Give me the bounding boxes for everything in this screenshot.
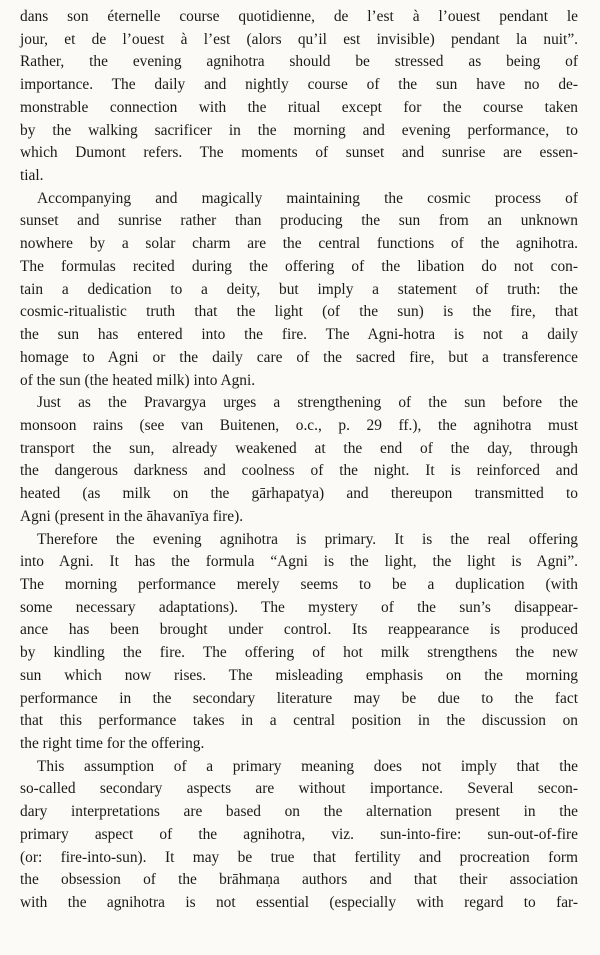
text-line: tial. — [20, 167, 44, 185]
text-line: cosmic-ritualistic truth that the light (of the sun) is the fire, that — [20, 303, 578, 321]
text-line: jour, et de l’ouest à l’est (alors qu’il est invisible) pendant la nuit”. — [20, 30, 578, 48]
text-line: Rather, the evening agnihotra should be stressed as being of — [20, 53, 578, 71]
text-line: the dangerous darkness and coolness of the night. It is reinforced and — [20, 462, 578, 480]
text-line: (or: fire-into-sun). It may be true that fertility and procreation form — [20, 848, 578, 866]
text-line: with the agnihotra is not essential (especially with regard to far- — [20, 894, 578, 912]
text-line: dans son éternelle course quotidienne, de l’est à l’ouest pendant le — [20, 8, 578, 25]
text-line: that this performance takes in a central position in the discussion on — [20, 712, 578, 730]
text-line: Agni (present in the āhavanīya fire). — [20, 507, 244, 525]
text-line: the obsession of the brāhmaṇa authors and that their association — [20, 871, 578, 889]
text-line: Therefore the evening agnihotra is primary. It is the real offering — [37, 530, 578, 548]
text-line: monstrable connection with the ritual except for the course taken — [20, 98, 578, 116]
body-text — [20, 6, 578, 915]
text-line: by the walking sacrificer in the morning and evening performance, to — [20, 121, 578, 139]
text-line: so-called secondary aspects are without importance. Several secon- — [20, 780, 578, 798]
text-line: nowhere by a solar charm are the central functions of the agnihotra. — [20, 235, 578, 253]
text-line: monsoon rains (see van Buitenen, o.c., p. 29 ff.), the agnihotra must — [20, 416, 578, 434]
text-line: The formulas recited during the offering of the libation do not con- — [20, 257, 578, 275]
text-line: the right time for the offering. — [20, 735, 205, 752]
text-line: Just as the Pravargya urges a strengthening of the sun before the — [37, 394, 578, 412]
text-line: Accompanying and magically maintaining the cosmic process of — [37, 189, 578, 207]
text-line: performance in the secondary literature may be due to the fact — [20, 689, 578, 707]
text-line: This assumption of a primary meaning does not imply that the — [37, 757, 578, 775]
text-line: sunset and sunrise rather than producing the sun from an unknown — [20, 212, 578, 230]
text-line: sun which now rises. The misleading emphasis on the morning — [20, 666, 578, 684]
text-line: the sun has entered into the fire. The Agni-hotra is not a daily — [20, 326, 578, 344]
text-line: of the sun (the heated milk) into Agni. — [20, 371, 256, 389]
text-line: into Agni. It has the formula “Agni is the light, the light is Agni”. — [20, 553, 578, 571]
text-line: primary aspect of the agnihotra, viz. sun-into-fire: sun-out-of-fire — [20, 825, 578, 843]
text-line: tain a dedication to a deity, but imply a statement of truth: the — [20, 280, 578, 298]
text-line: which Dumont refers. The moments of sunset and sunrise are essen- — [20, 144, 578, 162]
text-line: by kindling the fire. The offering of hot milk strengthens the new — [20, 644, 578, 662]
text-line: The morning performance merely seems to be a duplication (with — [20, 575, 578, 593]
text-line: transport the sun, already weakened at the end of the day, through — [20, 439, 578, 457]
text-line: heated (as milk on the gārhapatya) and thereupon transmitted to — [20, 485, 578, 503]
text-line: ance has been brought under control. Its reappearance is produced — [20, 621, 578, 639]
text-line: homage to Agni or the daily care of the sacred fire, but a transference — [20, 348, 578, 366]
text-line: some necessary adaptations). The mystery of the sun’s disappear- — [20, 598, 578, 616]
text-line: dary interpretations are based on the alternation present in the — [20, 803, 578, 821]
text-line: importance. The daily and nightly course of the sun have no de- — [20, 76, 578, 94]
